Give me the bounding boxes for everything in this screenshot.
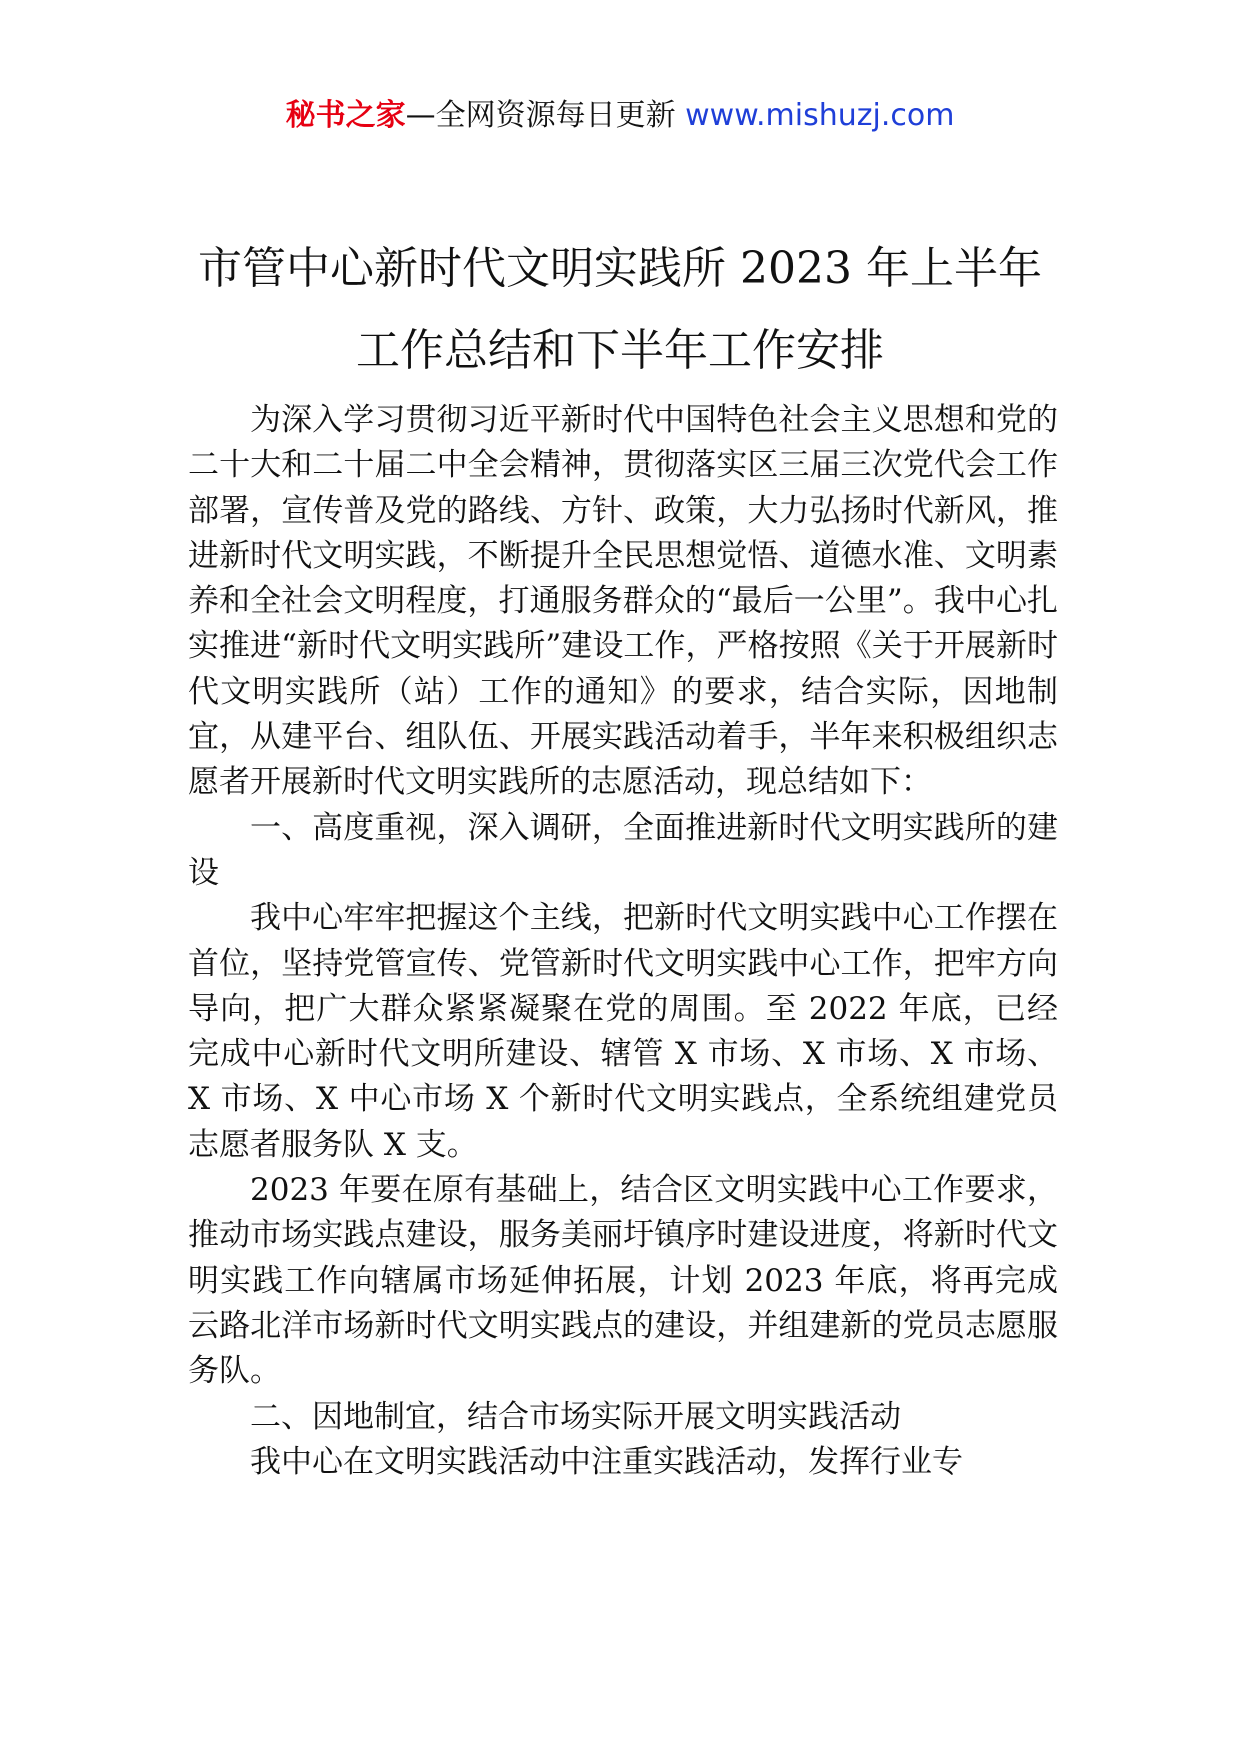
document-body (188, 398, 1058, 1485)
site-header (0, 96, 1240, 136)
document-title (140, 228, 1100, 392)
title-line-1: 市管中心新时代文明实践所 2023 年上半年 (198, 243, 1042, 294)
site-url-link[interactable]: www.mishuzj.com (685, 98, 955, 133)
body-paragraph: 2023 年要在原有基础上，结合区文明实践中心工作要求，推动市场实践点建设，服务美丽圩镇序时建设进度，将新时代文明实践工作向辖属市场延伸拓展，计划 2023 年底，将再完成云路北洋市场新时代文明实践点的建设，并组建新的党员志愿服务队。 (188, 1172, 1058, 1390)
title-line-2: 工作总结和下半年工作安排 (356, 325, 884, 376)
section-heading-2: 二、因地制宜，结合市场实际开展文明实践活动 (250, 1398, 901, 1435)
site-slogan: —全网资源每日更新 (405, 98, 676, 133)
intro-paragraph: 为深入学习贯彻习近平新时代中国特色社会主义思想和党的二十大和二十届二中全会精神，贯彻落实区三届三次党代会工作部署，宣传普及党的路线、方针、政策，大力弘扬时代新风，推进新时代文明实践，不断提升全民思想觉悟、道德水准、文明素养和全社会文明程度，打通服务群众的“最后一公里”。我中心扎实推进“新时代文明实践所”建设工作，严格按照《关于开展新时代文明实践所（站）工作的通知》的要求，结合实际，因地制宜，从建平台、组队伍、开展实践活动着手，半年来积极组织志愿者开展新时代文明实践所的志愿活动，现总结如下： (188, 402, 1058, 801)
site-brand: 秘书之家 (285, 98, 406, 133)
body-paragraph: 我中心在文明实践活动中注重实践活动，发挥行业专 (250, 1443, 963, 1480)
section-heading-1: 一、高度重视，深入调研，全面推进新时代文明实践所的建设 (188, 809, 1058, 891)
body-paragraph: 我中心牢牢把握这个主线，把新时代文明实践中心工作摆在首位，坚持党管宣传、党管新时代文明实践中心工作，把牢方向导向，把广大群众紧紧凝聚在党的周围。至 2022 年底，已经完成中心新时代文明所建设、辖管 X 市场、X 市场、X 市场、X 市场、X 中心市场 X 个新时代文明实践点，全系统组建党员志愿者服务队 X 支。 (188, 900, 1058, 1163)
